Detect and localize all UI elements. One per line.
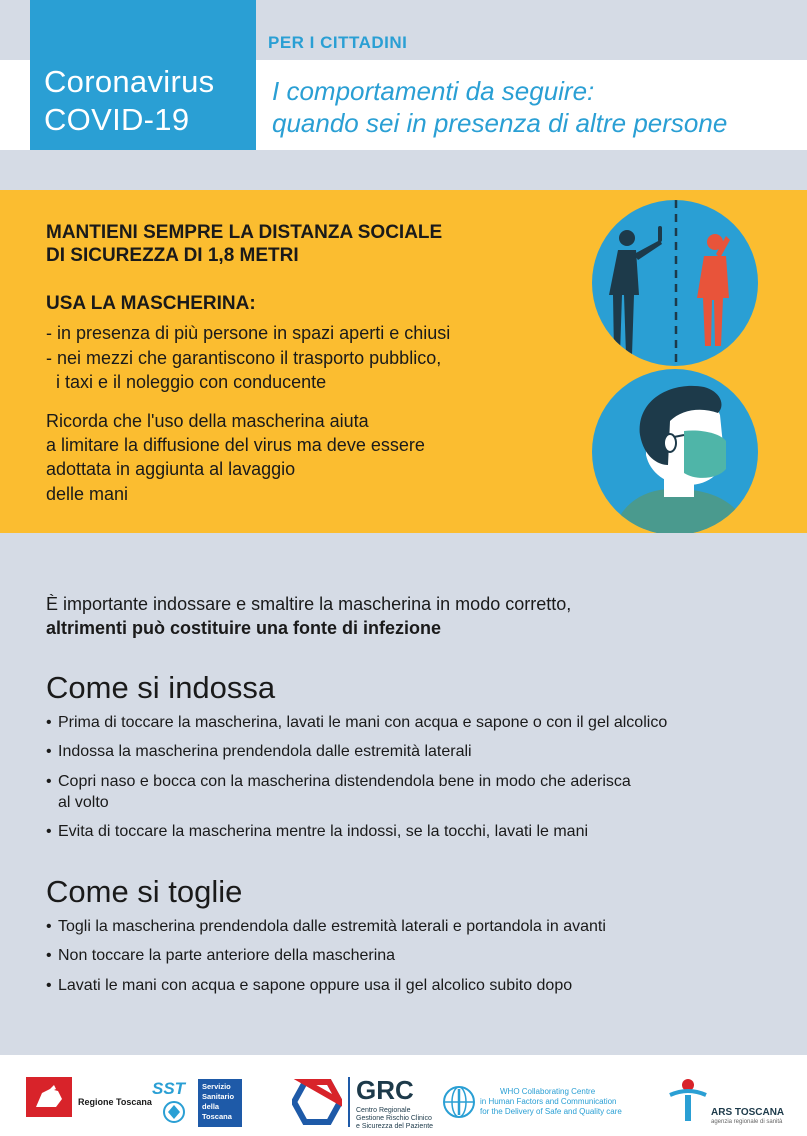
sst-line-3: della — [202, 1102, 220, 1111]
distance-heading-2: DI SICUREZZA DI 1,8 METRI — [46, 245, 299, 266]
header-divider-band — [0, 150, 807, 190]
regione-toscana-logo — [26, 1077, 72, 1121]
who-line-1: WHO Collaborating Centre — [500, 1087, 596, 1096]
wear-item-3: • Copri naso e bocca con la mascherina distendendola bene in modo che aderisca — [46, 773, 631, 790]
remove-item-3: • Lavati le mani con acqua e sapone oppure usa il gel alcolico subito dopo — [46, 977, 573, 994]
grc-hexagon-icon — [292, 1079, 342, 1129]
face-mask-icon — [592, 369, 758, 535]
remember-line-4: delle mani — [46, 484, 129, 504]
wear-title: Come si indossa — [46, 670, 276, 705]
remove-title: Come si toglie — [46, 874, 243, 909]
headline-line-2: quando sei in presenza di altre persone — [272, 108, 728, 138]
mask-heading: USA LA MASCHERINA: — [46, 293, 256, 314]
remove-item-1: • Togli la mascherina prendendola dalle estremità laterali e portandola in avanti — [46, 918, 606, 935]
mask-item-2: - nei mezzi che garantiscono il trasporto pubblico, — [46, 348, 442, 368]
badge-line-2: COVID-19 — [44, 102, 190, 137]
grc-line-2: Gestione Rischio Clinico — [356, 1115, 432, 1122]
grc-mark: GRC — [356, 1075, 414, 1105]
who-line-3: for the Delivery of Safe and Quality care — [480, 1107, 622, 1116]
mask-item-1: - in presenza di più persone in spazi aperti e chiusi — [46, 323, 451, 343]
wear-item-3-cont: al volto — [58, 794, 109, 811]
sst-line-2: Sanitario — [202, 1092, 235, 1101]
sst-mark: SST — [152, 1079, 186, 1098]
sst-logo — [152, 1079, 196, 1125]
audience-kicker: PER I CITTADINI — [268, 33, 408, 52]
sst-line-4: Toscana — [202, 1112, 232, 1121]
grc-line-1: Centro Regionale — [356, 1107, 411, 1114]
grc-divider — [348, 1077, 350, 1127]
remember-line-1: Ricorda che l'uso della mascherina aiuta — [46, 411, 369, 431]
grc-line-3: e Sicurezza del Paziente — [356, 1123, 434, 1130]
wear-item-2: • Indossa la mascherina prendendola dalle estremità laterali — [46, 743, 472, 760]
sst-name-box — [198, 1079, 242, 1127]
wear-item-4: • Evita di toccare la mascherina mentre la indossi, se la tocchi, lavati le mani — [46, 823, 589, 840]
sst-line-1: Servizio — [202, 1082, 231, 1091]
mask-item-2-cont: i taxi e il noleggio con conducente — [56, 372, 327, 392]
ars-mark: ARS TOSCANA — [711, 1107, 785, 1118]
remove-item-2: • Non toccare la parte anteriore della mascherina — [46, 947, 396, 964]
regione-toscana-label: Regione Toscana — [78, 1097, 152, 1107]
who-line-2: in Human Factors and Communication — [480, 1097, 617, 1106]
intro-line-2: altrimenti può costituire una fonte di infezione — [46, 618, 442, 638]
footer-logos — [0, 1055, 807, 1136]
who-emblem-icon — [442, 1085, 476, 1123]
ars-logo-icon — [668, 1077, 708, 1127]
badge-line-1: Coronavirus — [44, 64, 215, 99]
remember-line-2: a limitare la diffusione del virus ma deve essere — [46, 435, 425, 455]
intro-line-1: È importante indossare e smaltire la mascherina in modo corretto, — [46, 594, 572, 614]
distance-heading-1: MANTIENI SEMPRE LA DISTANZA SOCIALE — [46, 222, 443, 243]
ars-subtitle: agenzia regionale di sanità — [711, 1119, 783, 1125]
remember-line-3: adottata in aggiunta al lavaggio — [46, 459, 296, 479]
covid-badge — [30, 0, 256, 150]
wear-item-1: • Prima di toccare la mascherina, lavati le mani con acqua e sapone o con il gel alcolico — [46, 714, 668, 731]
headline-line-1: I comportamenti da seguire: — [272, 76, 595, 106]
social-distance-icon — [592, 200, 758, 366]
